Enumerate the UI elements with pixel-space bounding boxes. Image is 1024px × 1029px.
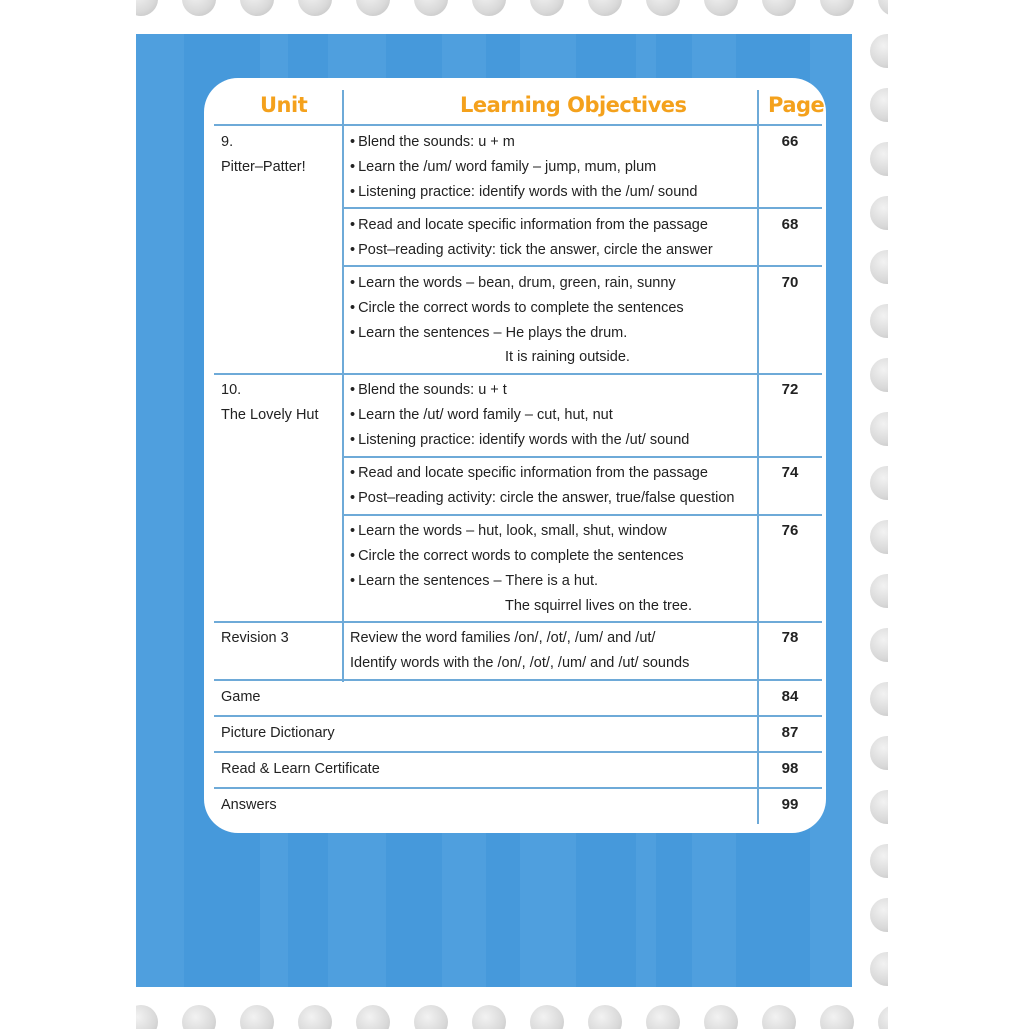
page-number: 99 xyxy=(781,796,799,813)
border-dot xyxy=(870,412,888,446)
border-dot xyxy=(762,0,796,16)
border-dot xyxy=(704,0,738,16)
border-dot xyxy=(870,682,888,716)
objective-line: • Read and locate specific information from the passage xyxy=(350,216,708,234)
border-dot xyxy=(704,1005,738,1029)
revision-3-title: Revision 3 xyxy=(221,630,289,646)
objective-line: • Learn the sentences – He plays the drum. xyxy=(350,324,627,342)
row-rule xyxy=(343,265,822,267)
page-number: 68 xyxy=(781,216,799,233)
page-number: 74 xyxy=(781,464,799,481)
unit-10-title: The Lovely Hut xyxy=(221,407,319,423)
border-dot xyxy=(870,628,888,662)
border-dot xyxy=(530,1005,564,1029)
objective-line: • Post–reading activity: tick the answer, circle the answer xyxy=(350,241,713,259)
row-rule xyxy=(214,715,822,717)
right-dot-border xyxy=(868,30,888,1010)
objective-line: • Post–reading activity: circle the answer, true/false question xyxy=(350,489,734,507)
objective-line: • Read and locate specific information from the passage xyxy=(350,464,708,482)
section-certificate: Read & Learn Certificate xyxy=(221,761,380,777)
border-dot xyxy=(870,250,888,284)
objective-line: • Circle the correct words to complete the sentences xyxy=(350,547,684,565)
row-rule xyxy=(214,751,822,753)
row-rule xyxy=(343,207,822,209)
header-learning-objectives: Learning Objectives xyxy=(460,93,687,117)
header-unit: Unit xyxy=(260,93,308,117)
border-dot xyxy=(870,790,888,824)
border-dot xyxy=(356,1005,390,1029)
divider-unit-column xyxy=(342,90,344,682)
border-dot xyxy=(646,0,680,16)
page-number: 70 xyxy=(781,274,799,291)
border-dot xyxy=(588,1005,622,1029)
border-dot xyxy=(414,1005,448,1029)
unit-9-title: Pitter–Patter! xyxy=(221,159,306,175)
objective-line: • Blend the sounds: u + m xyxy=(350,133,515,151)
border-dot xyxy=(472,0,506,16)
section-picture-dictionary: Picture Dictionary xyxy=(221,725,335,741)
row-rule xyxy=(343,514,822,516)
unit-9-number: 9. xyxy=(221,134,234,150)
border-dot xyxy=(870,574,888,608)
page-number: 98 xyxy=(781,760,799,777)
objective-line: • Learn the words – hut, look, small, shut, window xyxy=(350,522,667,540)
border-dot xyxy=(646,1005,680,1029)
border-dot xyxy=(240,1005,274,1029)
border-dot xyxy=(356,0,390,16)
border-dot xyxy=(870,358,888,392)
objective-line: Review the word families /on/, /ot/, /um/ and /ut/ xyxy=(350,630,656,646)
page-number: 84 xyxy=(781,688,799,705)
top-dot-border xyxy=(136,0,888,16)
section-game: Game xyxy=(221,689,261,705)
row-rule xyxy=(214,679,822,681)
page-number: 87 xyxy=(781,724,799,741)
border-dot xyxy=(870,952,888,986)
objective-line: • Listening practice: identify words with the /um/ sound xyxy=(350,183,697,201)
border-dot xyxy=(878,0,888,16)
border-dot xyxy=(870,142,888,176)
page-number: 66 xyxy=(781,133,799,150)
objective-line: • Learn the /um/ word family – jump, mum, plum xyxy=(350,158,656,176)
border-dot xyxy=(136,1005,158,1029)
border-dot xyxy=(182,0,216,16)
objective-line: Identify words with the /on/, /ot/, /um/ and /ut/ sounds xyxy=(350,655,690,671)
objective-line: • Listening practice: identify words with the /ut/ sound xyxy=(350,431,689,449)
border-dot xyxy=(530,0,564,16)
border-dot xyxy=(588,0,622,16)
border-dot xyxy=(414,0,448,16)
bottom-dot-border xyxy=(136,1005,888,1029)
row-rule xyxy=(343,456,822,458)
border-dot xyxy=(870,466,888,500)
border-dot xyxy=(240,0,274,16)
objective-line: • Learn the words – bean, drum, green, rain, sunny xyxy=(350,274,676,292)
page-number: 78 xyxy=(781,629,799,646)
page-number: 76 xyxy=(781,522,799,539)
objective-line: • Learn the /ut/ word family – cut, hut, nut xyxy=(350,406,613,424)
border-dot xyxy=(870,844,888,878)
page-number: 72 xyxy=(781,381,799,398)
row-rule xyxy=(214,373,822,375)
objective-line-continuation: It is raining outside. xyxy=(505,349,630,365)
border-dot xyxy=(870,34,888,68)
border-dot xyxy=(298,1005,332,1029)
border-dot xyxy=(820,0,854,16)
border-dot xyxy=(298,0,332,16)
header-rule xyxy=(214,124,822,126)
border-dot xyxy=(182,1005,216,1029)
section-answers: Answers xyxy=(221,797,277,813)
border-dot xyxy=(870,520,888,554)
border-dot xyxy=(820,1005,854,1029)
border-dot xyxy=(870,898,888,932)
border-dot xyxy=(870,736,888,770)
objective-line: • Blend the sounds: u + t xyxy=(350,381,507,399)
border-dot xyxy=(136,0,158,16)
border-dot xyxy=(870,88,888,122)
row-rule xyxy=(214,787,822,789)
row-rule xyxy=(214,621,822,623)
header-page: Page xyxy=(768,93,825,117)
border-dot xyxy=(472,1005,506,1029)
border-dot xyxy=(870,196,888,230)
border-dot xyxy=(870,304,888,338)
border-dot xyxy=(762,1005,796,1029)
objective-line-continuation: The squirrel lives on the tree. xyxy=(505,598,692,614)
objective-line: • Learn the sentences – There is a hut. xyxy=(350,572,598,590)
unit-10-number: 10. xyxy=(221,382,242,398)
objective-line: • Circle the correct words to complete the sentences xyxy=(350,299,684,317)
